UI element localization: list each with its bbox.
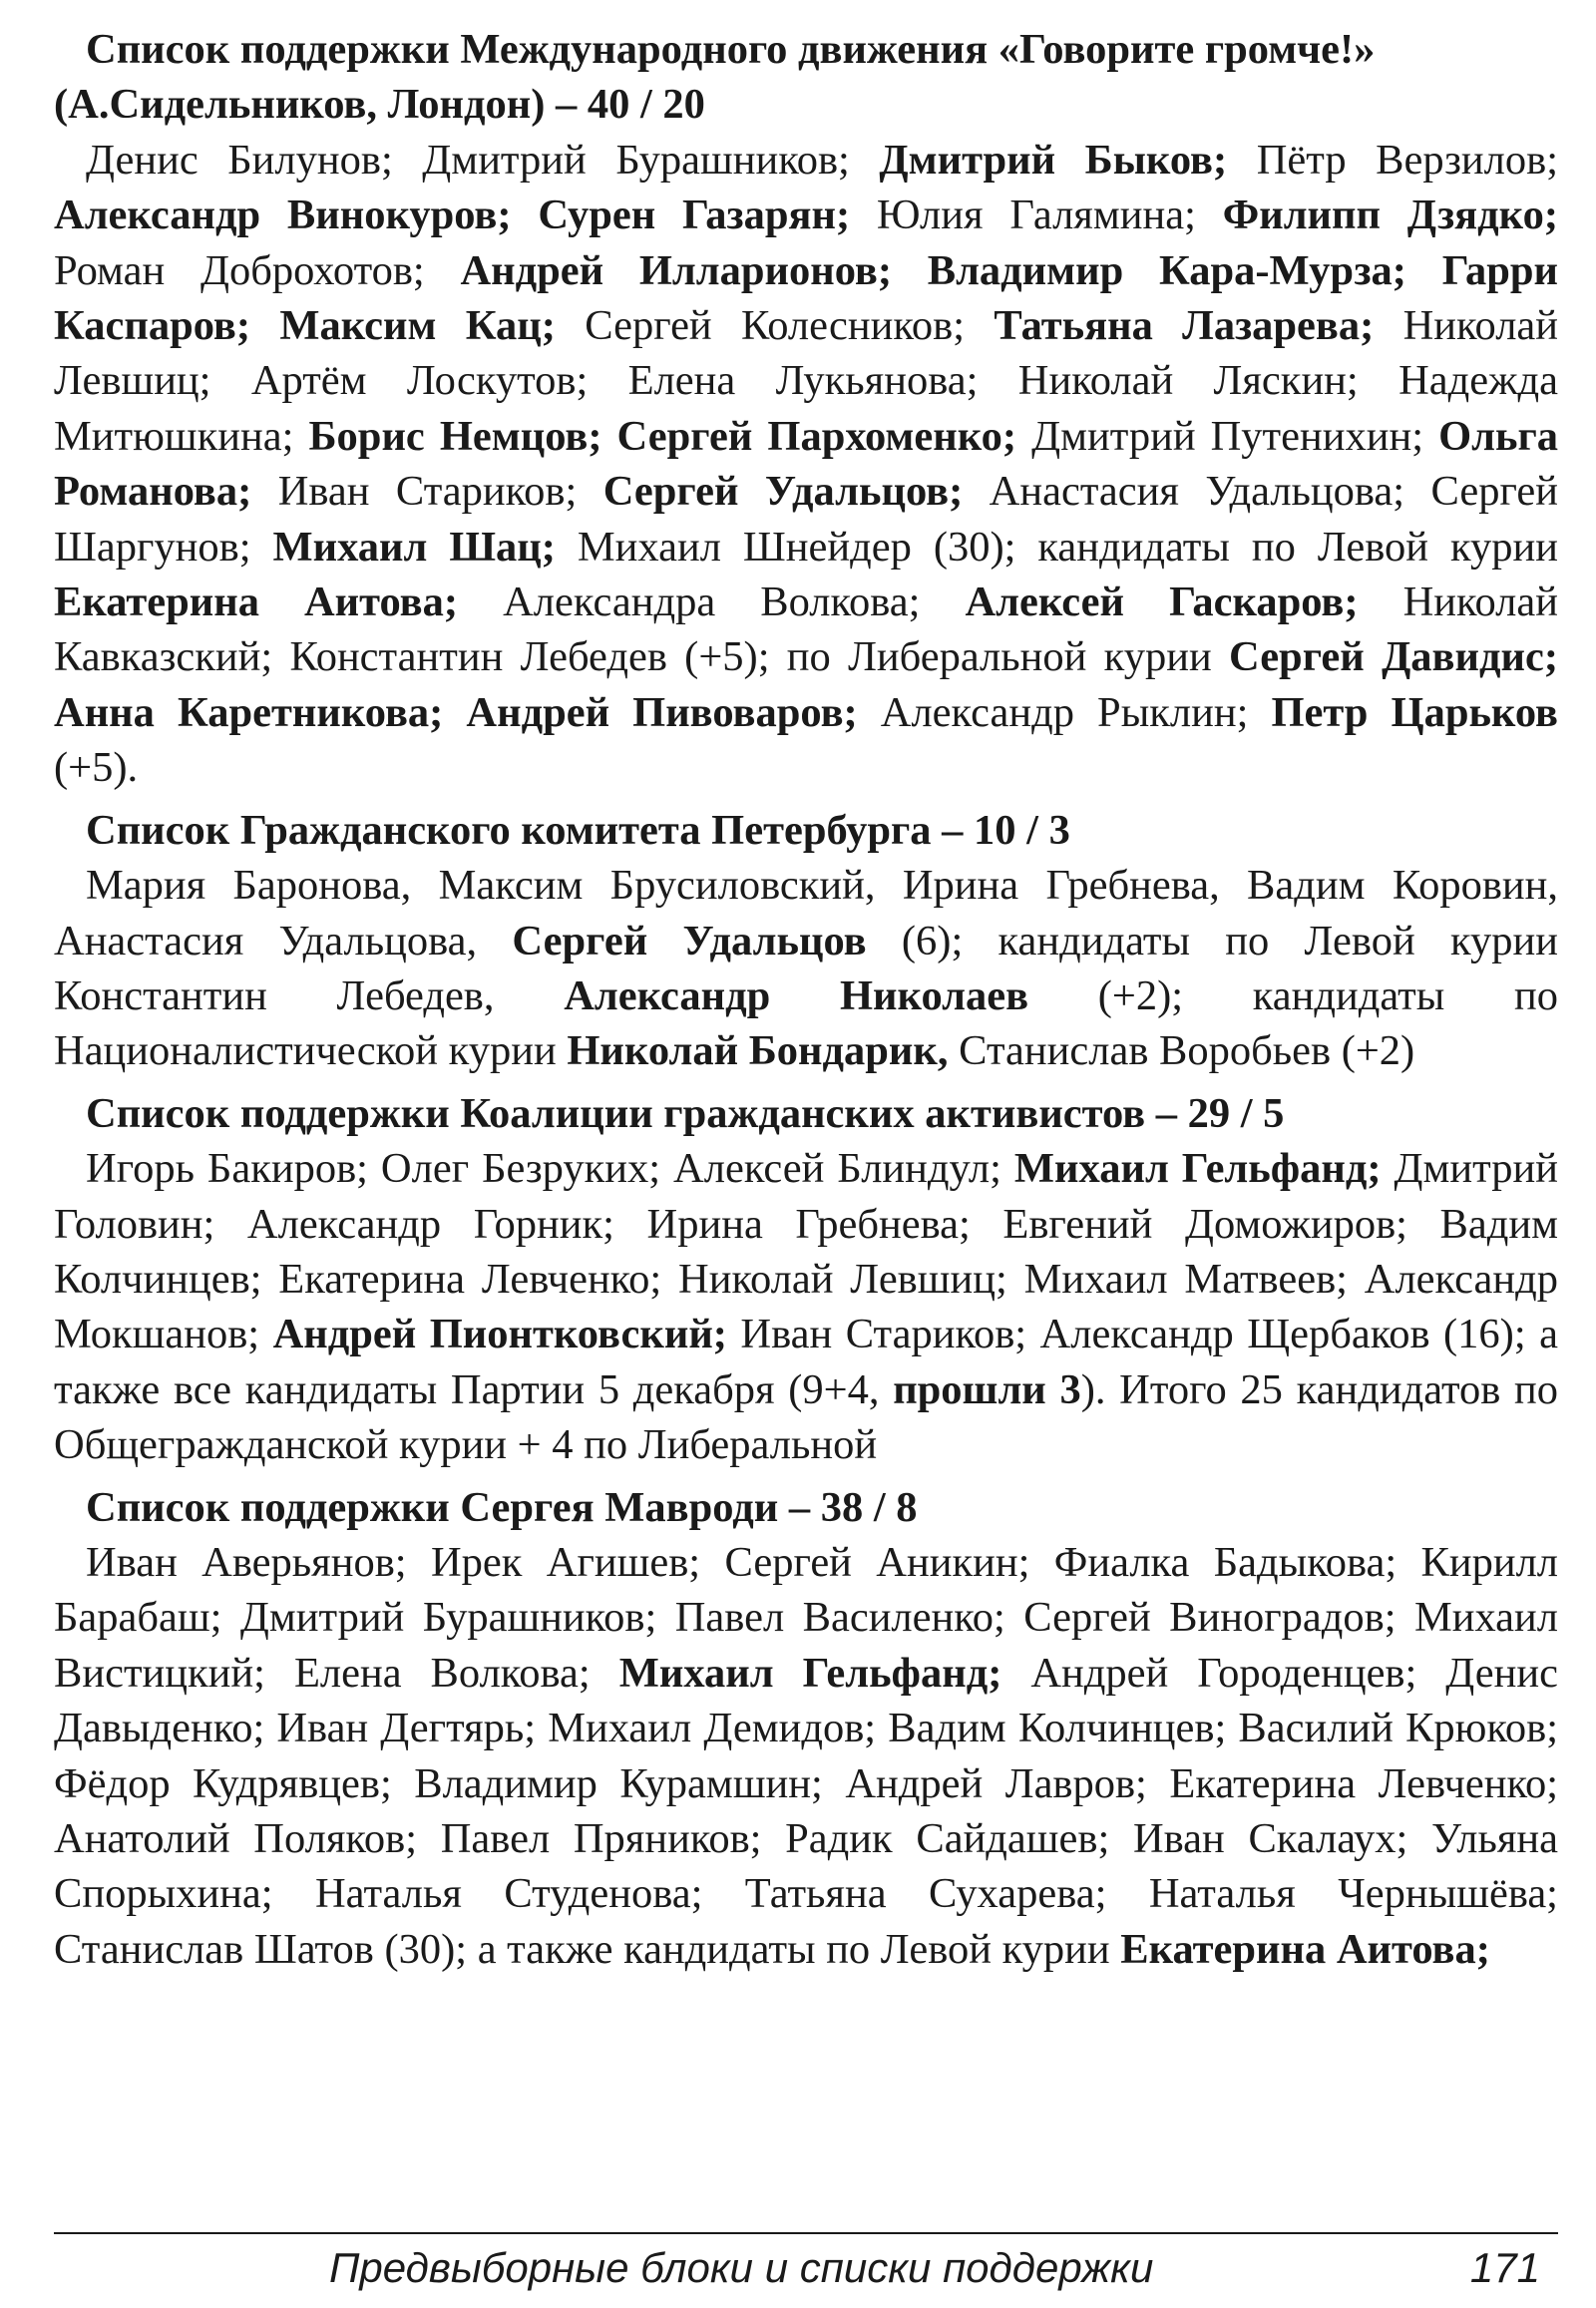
section-title: Список Гражданского комитета Петербурга – 10 / 3 <box>86 806 1070 854</box>
bold-name-run: Сергей Удальцов; <box>602 468 964 516</box>
text-run: (6); кандидаты по Левой курии Константин Лебедев, <box>54 917 1558 1019</box>
bold-name-run: Петр Царьков <box>1271 688 1559 736</box>
text-run: Станислав Воробьев (+2) <box>948 1027 1415 1075</box>
bold-name-run: Александр Винокуров; Сурен Газарян; <box>54 192 851 239</box>
bold-name-run: Екатерина Аитова; <box>1120 1925 1490 1973</box>
bold-name-run: Филипп Дзядко; <box>1222 192 1559 239</box>
bold-name-run: Сергей Удальцов <box>512 917 867 964</box>
section-koalitsiya-aktivistov <box>54 1086 1558 1473</box>
text-run: Андрей Городенцев; Денис Давыденко; Иван Дегтярь; Михаил Демидов; Вадим Колчинцев; Василий Крюков; Фёдор Кудрявцев; Владимир Курамшин; Андрей Лавров; Екатерина Левченко; Анатолий Поляков; Павел Пряников; Радик Сайдашев; Иван Скалаух; Ульяна Спорыхина; Наталья Студенова; Татьяна Сухарева; Наталья Чернышёва; Станислав Шатов (30); а также кандидаты по Левой курии <box>54 1649 1559 1973</box>
text-run: (+5). <box>54 744 139 792</box>
text-run: Николай Кавказский; Константин Лебедев (+5); по Либеральной курии <box>54 578 1558 681</box>
section-govorite-gromche <box>54 22 1558 796</box>
bold-name-run: Михаил Гельфанд; <box>618 1649 1002 1697</box>
section-body <box>54 1141 1558 1472</box>
text-run: Дмитрий Путенихин; <box>1016 412 1439 460</box>
text-run: Пётр Верзилов; <box>1227 136 1559 184</box>
text-run: Николай Левшиц; Артём Лоскутов; Елена Лукьянова; Николай Ляскин; Надежда Митюшкина; <box>54 302 1559 460</box>
text-run: Иван Стариков; Александр Щербаков (16); а также все кандидаты Партии 5 декабря (9+4, <box>54 1311 1558 1413</box>
section-body <box>54 133 1558 796</box>
text-run: Иван Стариков; <box>251 468 603 516</box>
text-run: Мария Баронова, Максим Брусиловский, Ирина Гребнева, Вадим Коровин, Анастасия Удальцова, <box>54 862 1558 964</box>
document-page <box>54 22 1558 1977</box>
bold-name-run: Сергей Давидис; Анна Каретникова; Андрей Пивоваров; <box>54 633 1558 736</box>
page-number: 171 <box>1469 2244 1540 2291</box>
text-run: Дмитрий Головин; Александр Горник; Ирина Гребнева; Евгений Доможиров; Вадим Колчинцев; Екатерина Левченко; Николай Левшиц; Михаил Матвеев; Александр Мокшанов; <box>54 1145 1558 1358</box>
text-run: Иван Аверьянов; Ирек Агишев; Сергей Аникин; Фиалка Бадыкова; Кирилл Барабаш; Дмитрий Бурашников; Павел Василенко; Сергей Виноградов; Михаил Вистицкий; Елена Волкова; <box>54 1538 1558 1697</box>
text-run: Денис Билунов; Дмитрий Бурашников; <box>86 136 880 184</box>
section-title: Список поддержки Международного движения «Говорите громче!» (А.Сидельников, Лондон) – 40 / 20 <box>54 26 1376 129</box>
text-run: ). Итого 25 кандидатов по Общегражданской курии + 4 по Либеральной <box>54 1365 1558 1469</box>
bold-name-run: Борис Немцов; Сергей Пархоменко; <box>308 412 1017 460</box>
section-title: Список поддержки Коалиции гражданских активистов – 29 / 5 <box>86 1089 1285 1137</box>
text-run: Александр Рыклин; <box>857 688 1272 736</box>
text-run: Игорь Бакиров; Олег Безруких; Алексей Блиндул; <box>86 1145 1014 1193</box>
footer-divider <box>54 2232 1558 2234</box>
bold-name-run: Алексей Гаскаров; <box>965 578 1359 626</box>
section-mavrodi <box>54 1480 1558 1978</box>
bold-name-run: Дмитрий Быков; <box>879 136 1228 184</box>
text-run: (+2); кандидаты по Националистической курии <box>54 971 1558 1075</box>
text-run: Михаил Шнейдер (30); кандидаты по Левой курии <box>555 523 1558 571</box>
text-run: Юлия Галямина; <box>850 192 1223 239</box>
text-run: Александра Волкова; <box>458 578 966 626</box>
bold-name-run: Андрей Илларионов; Владимир Кара-Мурза; Гарри Каспаров; Максим Кац; <box>54 246 1559 350</box>
running-footer-title: Предвыборные блоки и списки поддержки <box>329 2244 1154 2291</box>
text-run: Анастасия Удальцова; Сергей Шаргунов; <box>54 468 1558 571</box>
bold-name-run: Александр Николаев <box>564 971 1029 1019</box>
text-run: Сергей Колесников; <box>555 302 995 350</box>
bold-name-run: Татьяна Лазарева; <box>994 302 1375 350</box>
bold-name-run: Михаил Шац; <box>272 523 556 571</box>
section-body <box>54 1535 1558 1977</box>
bold-name-run: Екатерина Аитова; <box>54 578 459 626</box>
bold-name-run: Андрей Пионтковский; <box>272 1311 727 1358</box>
section-body <box>54 858 1558 1079</box>
section-grazhdanskiy-komitet <box>54 803 1558 1079</box>
bold-name-run: Ольга Романова; <box>54 412 1559 516</box>
bold-name-run: прошли 3 <box>893 1365 1081 1413</box>
bold-name-run: Михаил Гельфанд; <box>1013 1145 1382 1193</box>
section-title: Список поддержки Сергея Мавроди – 38 / 8 <box>86 1483 918 1531</box>
text-run: Роман Доброхотов; <box>54 246 461 294</box>
bold-name-run: Николай Бондарик, <box>567 1027 949 1075</box>
